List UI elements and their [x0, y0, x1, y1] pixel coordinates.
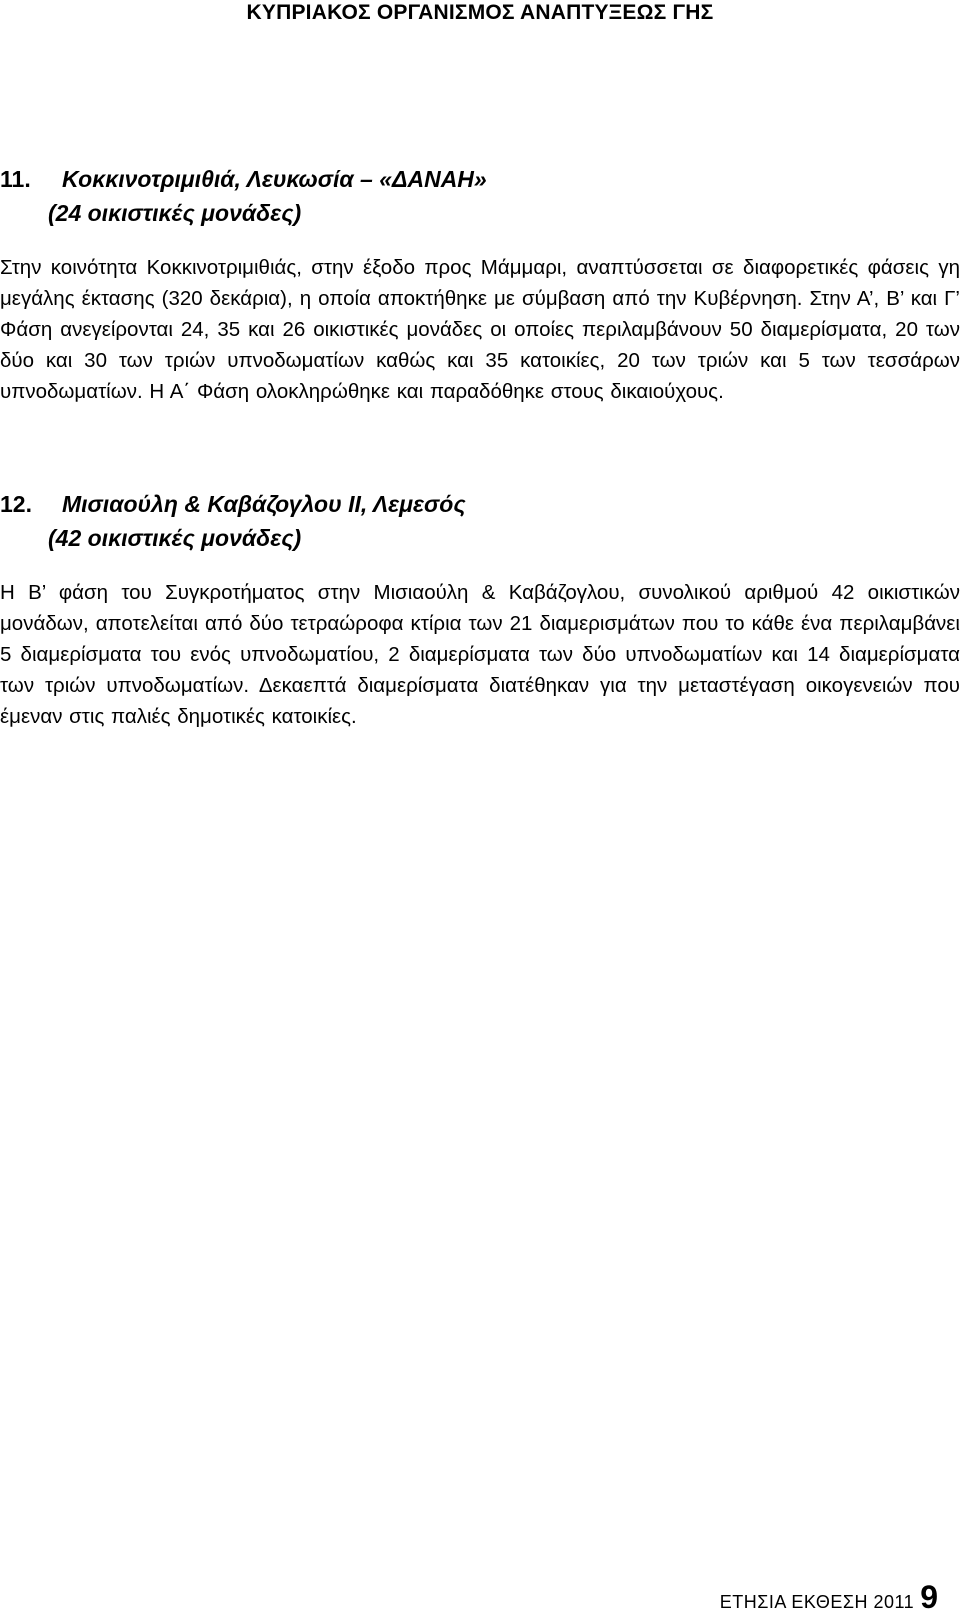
- section-title: Κοκκινοτριμιθιά, Λευκωσία – «ΔΑΝΑΗ»: [62, 166, 487, 192]
- section-12: [0, 487, 960, 732]
- section-body: Στην κοινότητα Κοκκινοτριμιθιάς, στην έξοδο προς Μάμμαρι, αναπτύσσεται σε διαφορετικές φάσεις γη μεγάλης έκτασης (320 δεκάρια), η οποία αποκτήθηκε με σύμβαση από την Κυβέρνηση. Στην Α’, Β’ και Γ’ Φάση ανεγείρονται 24, 35 και 26 οικιστικές μονάδες οι οποίες περιλαμβάνουν 50 διαμερίσματα, 20 των δύο και 30 των τριών υπνοδωματίων καθώς και 35 κατοικίες, 20 των τριών και 5 των τεσσάρων υπνοδωματίων. Η Α΄ Φάση ολοκληρώθηκε και παραδόθηκε στους δικαιούχους.: [0, 256, 960, 403]
- section-subtitle: (42 οικιστικές μονάδες): [48, 525, 302, 551]
- page-number: 9: [920, 1579, 938, 1615]
- section-number: 11.: [0, 166, 31, 192]
- section-11: [0, 162, 960, 407]
- page-header: ΚΥΠΡΙΑΚΟΣ ΟΡΓΑΝΙΣΜΟΣ ΑΝΑΠΤΥΞΕΩΣ ΓΗΣ: [246, 1, 714, 24]
- page-footer: [720, 1579, 938, 1616]
- section-heading: [0, 487, 960, 555]
- report-label: ΕΤΗΣΙΑ ΕΚΘΕΣΗ 2011: [719, 1592, 915, 1612]
- section-title: Μισιαούλη & Καβάζογλου ΙΙ, Λεμεσός: [62, 491, 466, 517]
- section-subtitle: (24 οικιστικές μονάδες): [48, 200, 302, 226]
- section-body: Η Β’ φάση του Συγκροτήματος στην Μισιαούλη & Καβάζογλου, συνολικού αριθμού 42 οικιστικών μονάδων, αποτελείται από δύο τετραώροφα κτίρια των 21 διαμερισμάτων που το κάθε ένα περιλαμβάνει 5 διαμερίσματα του ενός υπνοδωματίου, 2 διαμερίσματα των δύο υπνοδωματίων και 14 διαμερίσματα των τριών υπνοδωματίων. Δεκαεπτά διαμερίσματα διατέθηκαν για την μεταστέγαση οικογενειών που έμεναν στις παλιές δημοτικές κατοικίες.: [0, 581, 960, 728]
- section-heading: [0, 162, 960, 230]
- section-number: 12.: [0, 491, 32, 517]
